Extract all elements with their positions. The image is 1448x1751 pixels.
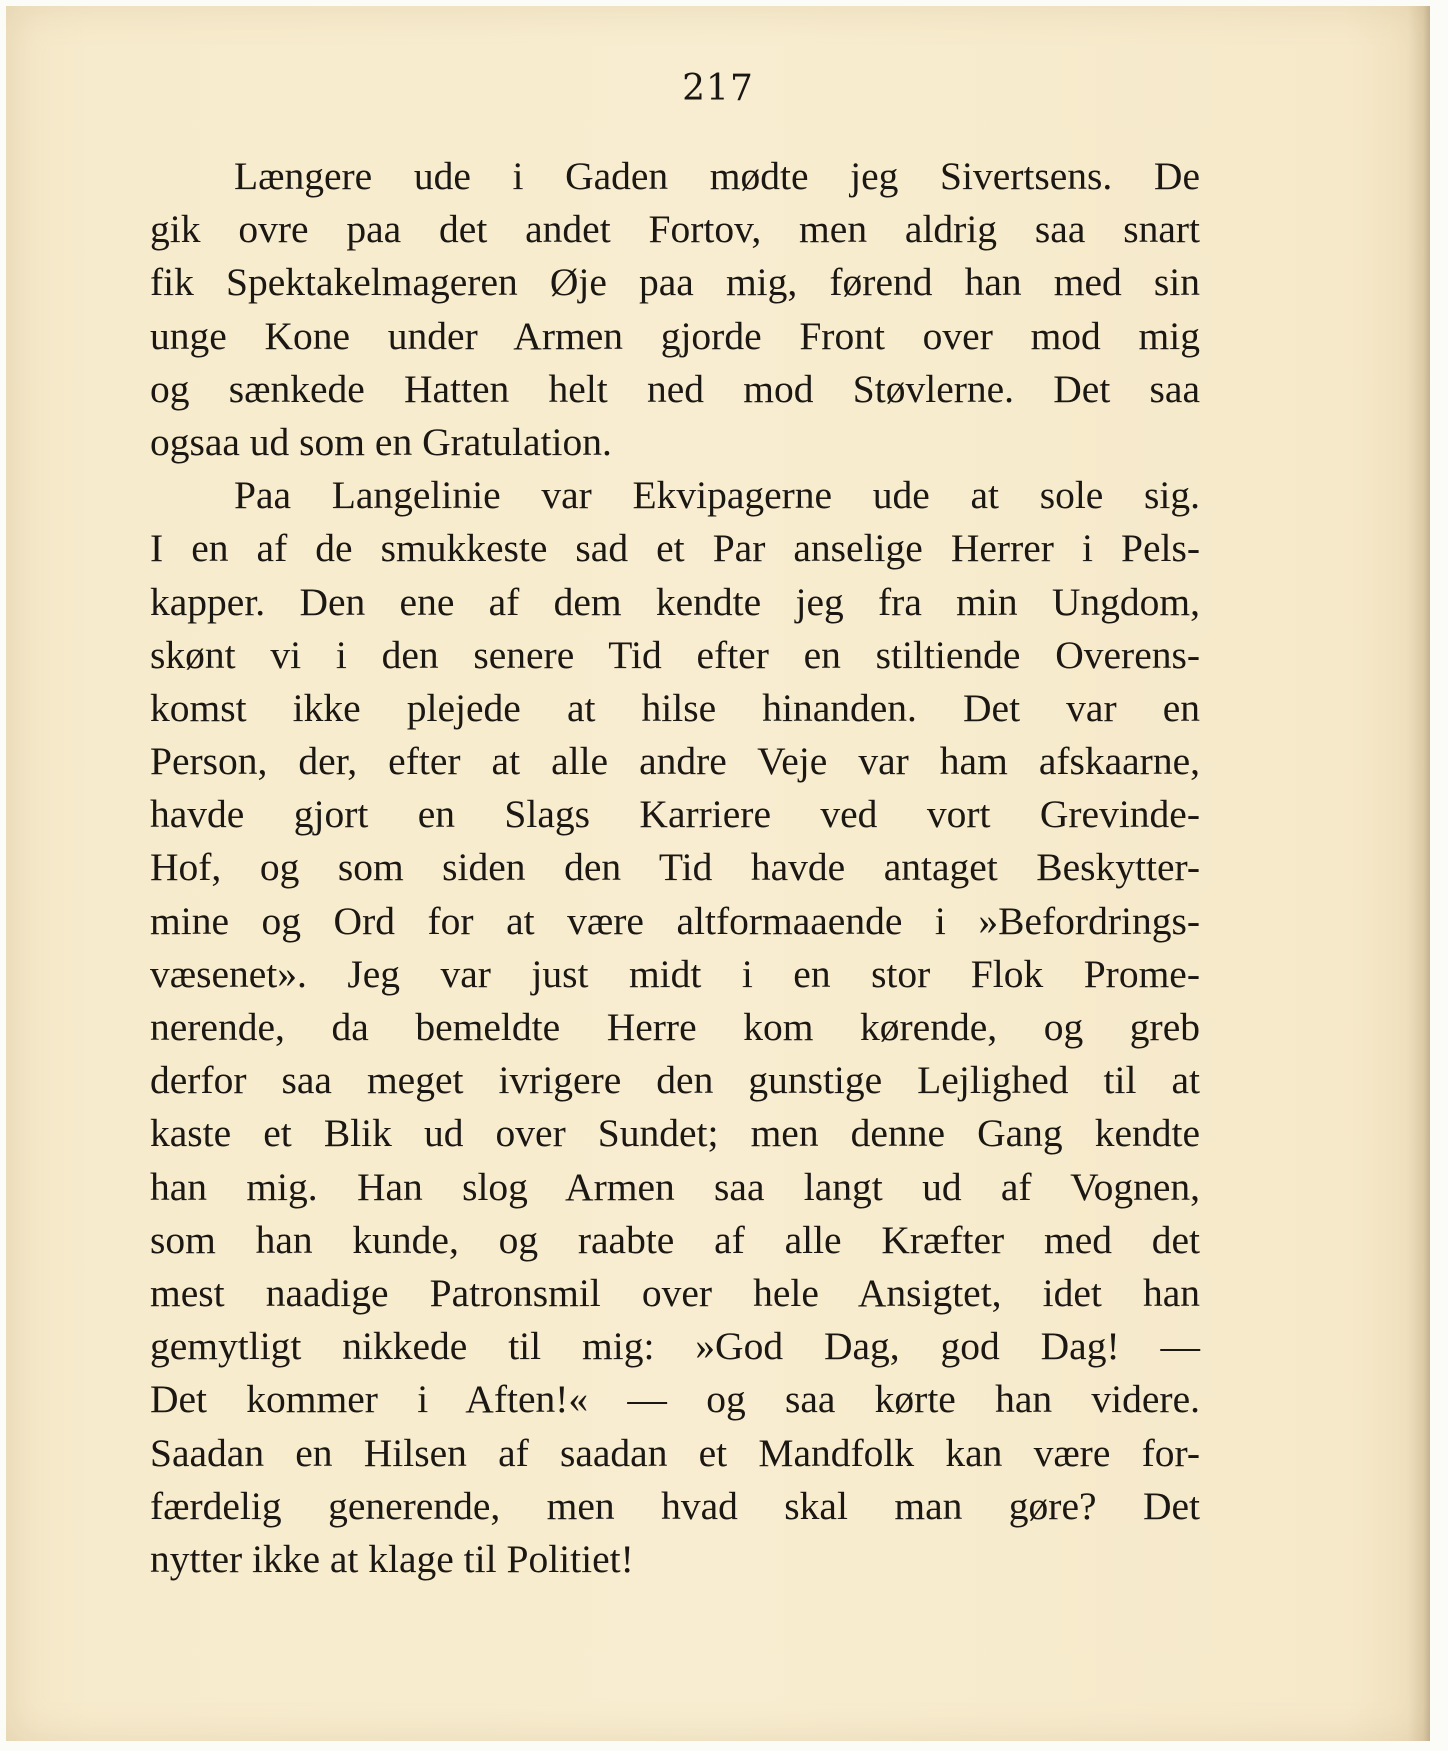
book-page [6,6,1430,1741]
text-line: kapper. Den ene af dem kendte jeg fra min Ungdom, [150,579,1200,624]
text-line: nytter ikke at klage til Politiet! [150,1536,634,1581]
text-line: derfor saa meget ivrigere den gunstige Lejlighed til at [150,1058,1200,1103]
text-line: I en af de smukkeste sad et Par anselige Herrer i Pels- [150,526,1200,571]
text-line: væsenet». Jeg var just midt i en stor Flok Prome- [150,951,1200,996]
text-line: som han kunde, og raabte af alle Kræfter med det [150,1217,1200,1262]
text-line: gik ovre paa det andet Fortov, men aldrig saa snart [150,207,1200,252]
text-line: gemytligt nikkede til mig: »God Dag, god Dag! — [150,1324,1200,1369]
text-line: havde gjort en Slags Karriere ved vort Grevinde- [150,792,1200,837]
text-line: Person, der, efter at alle andre Veje var ham afskaarne, [150,739,1200,784]
page-edge-shadow [1408,6,1430,1741]
text-line: han mig. Han slog Armen saa langt ud af Vognen, [150,1164,1200,1209]
text-line: Hof, og som siden den Tid havde antaget Beskytter- [150,845,1200,890]
text-line: nerende, da bemeldte Herre kom kørende, og greb [150,1005,1200,1049]
text-line: skønt vi i den senere Tid efter en stiltiende Overens- [150,632,1200,677]
text-line: og sænkede Hatten helt ned mod Støvlerne. Det saa [150,366,1200,411]
text-line: mest naadige Patronsmil over hele Ansigtet, idet han [150,1270,1200,1315]
page-number: 217 [682,68,754,109]
text-line: unge Kone under Armen gjorde Front over mod mig [150,313,1200,358]
text-line: færdelig generende, men hvad skal man gøre? Det [150,1483,1200,1528]
text-line: Paa Langelinie var Ekvipagerne ude at sole sig. [234,473,1200,518]
text-line: Det kommer i Aften!« — og saa kørte han videre. [150,1377,1200,1422]
text-line: Saadan en Hilsen af saadan et Mandfolk kan være for- [150,1430,1200,1475]
text-line: kaste et Blik ud over Sundet; men denne Gang kendte [150,1111,1200,1156]
text-line: mine og Ord for at være altformaaende i »Befordrings- [150,898,1200,943]
text-line: ogsaa ud som en Gratulation. [150,419,612,464]
text-line: fik Spektakelmageren Øje paa mig, førend han med sin [150,260,1200,305]
text-line: komst ikke plejede at hilse hinanden. Det var en [150,685,1200,730]
body-text [150,150,1200,1586]
text-line: Længere ude i Gaden mødte jeg Sivertsens. De [234,154,1200,198]
